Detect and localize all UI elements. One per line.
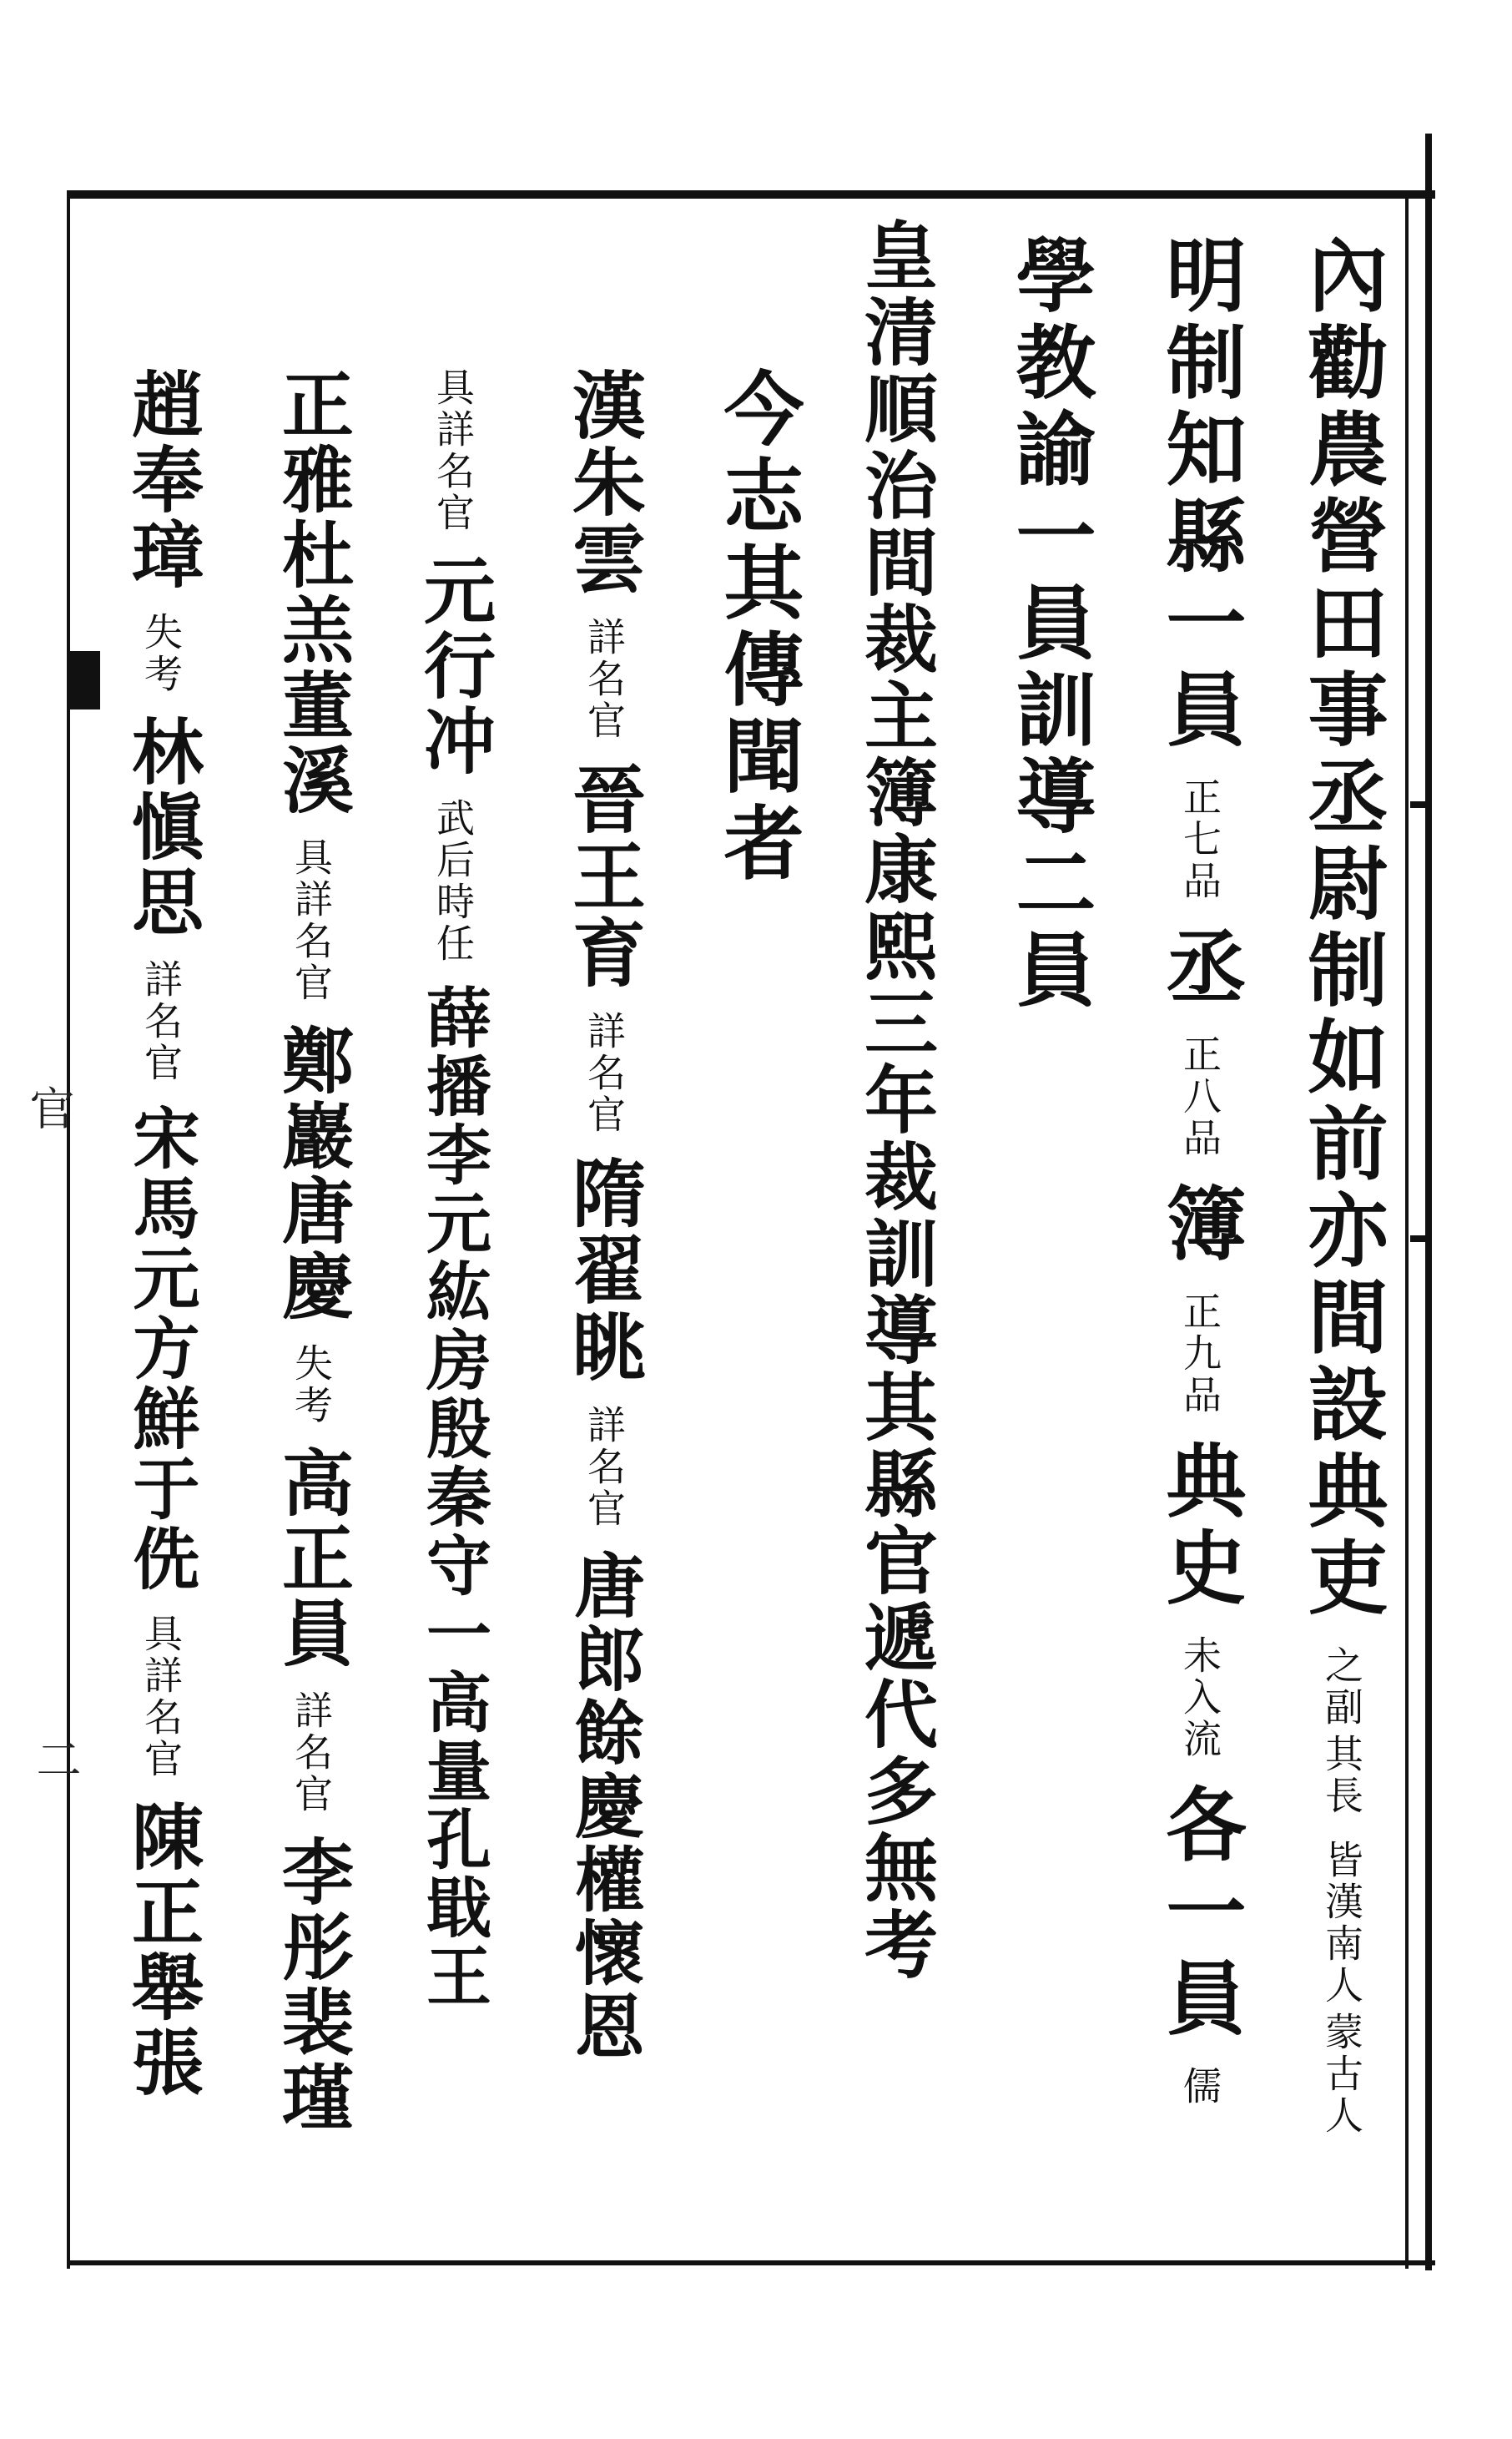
note-left-text: 之副 (1319, 1645, 1364, 1729)
text-column-7 (411, 367, 496, 2011)
text-column-9 (119, 367, 204, 2100)
margin-tick-mark (1410, 801, 1429, 808)
column-main-text: 唐郎餘慶權懷恩 (563, 1549, 646, 2063)
interlinear-note: 正八品 (1177, 1034, 1222, 1159)
column-main-text: 簿 (1153, 1182, 1247, 1269)
interlinear-note: 詳名官 (289, 1690, 334, 1815)
fishtail-block (67, 651, 100, 709)
folio-number: 二 (29, 1736, 82, 1781)
text-column-2 (1153, 234, 1247, 2108)
column-main-text: 正雅杜羔董溪 (270, 367, 354, 818)
column-main-text: 皇清順治間裁主簿康熙三年裁訓導其縣官遞代多無考 (853, 217, 940, 1983)
column-main-text: 趙奉璋 (119, 367, 204, 593)
column-main-text: 今志其傳聞者 (711, 367, 805, 888)
column-main-text: 李彤裴瑾 (270, 1835, 354, 2135)
text-column-6 (561, 367, 648, 2063)
column-main-text: 丞 (1153, 925, 1247, 1012)
interlinear-note: 詳名官 (582, 1011, 627, 1136)
interlinear-note: 詳名官 (139, 959, 184, 1084)
interlinear-note: 正七品 (1177, 777, 1222, 902)
text-column-8 (270, 367, 354, 2135)
column-main-text: 薛播李元紘房殷秦守一高量孔戢王 (416, 984, 491, 2011)
text-column-1 (1295, 234, 1389, 2137)
right-inner-border-rule (1405, 190, 1409, 2269)
column-main-text: 內勸農營田事丞尉制如前亦間設典吏 (1295, 234, 1389, 1623)
column-main-text: 各一員 (1153, 1783, 1247, 2043)
column-main-text: 晉王育 (561, 761, 648, 992)
margin-tick-mark (1410, 1235, 1429, 1242)
interlinear-note: 詳名官 (582, 617, 627, 742)
note-right-text: 蒙古人 (1319, 2012, 1364, 2137)
note-right-text: 其長 (1319, 1734, 1364, 1817)
column-main-text: 典史 (1153, 1439, 1247, 1613)
right-outer-border-rule (1425, 134, 1432, 2270)
banxin-label: 官 (23, 1085, 75, 1135)
text-column-5 (711, 367, 805, 888)
column-main-text: 鄭巖唐慶 (270, 1023, 354, 1324)
column-main-text: 高正員 (270, 1446, 354, 1671)
column-main-text: 宋馬元方鮮于侁 (122, 1103, 200, 1594)
interlinear-note: 失考 (289, 1343, 334, 1427)
column-tail-text: 儒 (1177, 2066, 1222, 2108)
interlinear-note: 具詳名官 (289, 837, 334, 1004)
interlinear-note (1319, 1840, 1364, 2137)
column-main-text: 學教諭一員訓導二員 (1003, 234, 1097, 1015)
interlinear-note: 具詳名官 (139, 1613, 184, 1780)
interlinear-note: 未入流 (1177, 1635, 1222, 1760)
interlinear-note (1319, 1645, 1364, 1817)
interlinear-note: 具詳名官 (431, 367, 476, 534)
column-main-text: 隋翟眺 (561, 1155, 648, 1386)
interlinear-note: 正九品 (1177, 1291, 1222, 1416)
column-main-text: 元行冲 (411, 553, 496, 779)
top-border-rule (67, 190, 1435, 199)
column-main-text: 明制知縣一員 (1153, 234, 1247, 755)
text-column-3 (1003, 234, 1097, 1015)
interlinear-note: 武后時任 (431, 798, 476, 965)
column-main-text: 林愼思 (119, 715, 204, 940)
column-main-text: 漢朱雲 (561, 367, 648, 598)
left-margin-rule (67, 190, 70, 2269)
column-main-text: 陳正舉張 (119, 1800, 204, 2100)
interlinear-note: 失考 (139, 612, 184, 695)
bottom-border-rule (67, 2260, 1435, 2265)
text-column-4 (853, 217, 940, 1983)
interlinear-note: 詳名官 (582, 1405, 627, 1530)
note-left-text: 皆漢南人 (1319, 1840, 1364, 2007)
